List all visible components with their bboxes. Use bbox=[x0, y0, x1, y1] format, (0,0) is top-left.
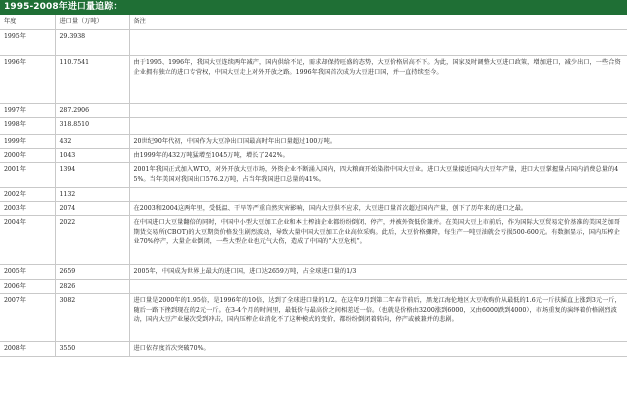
cell-year: 2005年 bbox=[0, 265, 55, 280]
cell-note bbox=[129, 104, 627, 118]
cell-year: 2007年 bbox=[0, 294, 55, 342]
cell-note: 在中国进口大豆量翻倍的同时，中国中小型大豆加工企业和本土榨油企业都纷纷倒闭、停产，并被外资低价兼并。在美国大豆上市前后，作为国际大豆贸易定价基准的美国芝加哥期货交易所(CBOT)的大豆期货价格发生剧烈波动，导致大量中国大豆加工企业高位采购。此后，大豆价格骤降，每生产一吨豆油就会亏损500-600元。有数据显示，国内压榨企业70%停产，大量企业倒闭，一些大型企业也元气大伤，造成了中国的“大豆危机”。 bbox=[129, 216, 627, 265]
cell-volume: 1132 bbox=[55, 188, 129, 202]
cell-year: 1996年 bbox=[0, 56, 55, 104]
table-row bbox=[0, 265, 627, 280]
cell-note: 进口量是2000年的1.95倍，是1996年的10倍，达到了全球进口量的1/2。在这年9月到第二年春节前后，黑龙江海伦地区大豆收购价从最低的1.6元一斤扶摇直上涨到3元一斤，随后一路下挫到现在的2元一斤。在3-4个月的时间里，最低价与最高价之间相差近一倍。（也就是价格由3200涨到6000，又由6000跌到4000），市场重复的演绎着价格剧烈波动，国内大豆产业屡次受到冲击，国内压榨企业消化不了这种模式的变价，都纷纷倒闭着转向，停产或被兼并的悲剧。 bbox=[129, 294, 627, 342]
cell-volume: 1394 bbox=[55, 163, 129, 188]
table-row bbox=[0, 56, 627, 104]
cell-note: 20世纪90年代初，中国作为大豆净出口国最高时年出口量超过100万吨。 bbox=[129, 135, 627, 149]
table-row bbox=[0, 216, 627, 265]
cell-note: 由于1995、1996年，我国大豆连续两年减产，国内供给不足，需求却保持旺盛的态势，大豆价格居高不下。为此，国家及时调整大豆进口政策，增加进口，减少出口，一些合资企业拥有独立的进口专营权，中国大豆走上对外开放之路。1996年我国首次成为大豆进口国，并一直持续至今。 bbox=[129, 56, 627, 104]
header-volume: 进口量（万吨） bbox=[55, 15, 129, 30]
table-header-row bbox=[0, 15, 627, 30]
table-body bbox=[0, 30, 627, 357]
cell-year: 1999年 bbox=[0, 135, 55, 149]
cell-year: 2004年 bbox=[0, 216, 55, 265]
cell-note bbox=[129, 30, 627, 56]
table-row bbox=[0, 149, 627, 163]
header-note: 备注 bbox=[129, 15, 627, 30]
table-row bbox=[0, 294, 627, 342]
cell-year: 1997年 bbox=[0, 104, 55, 118]
header-year: 年度 bbox=[0, 15, 55, 30]
cell-volume: 3082 bbox=[55, 294, 129, 342]
table-row bbox=[0, 135, 627, 149]
table-row bbox=[0, 342, 627, 357]
cell-note: 2005年，中国成为世界上最大的进口国，进口达2659万吨，占全球进口量的1/3 bbox=[129, 265, 627, 280]
table-row bbox=[0, 188, 627, 202]
cell-volume: 110.7541 bbox=[55, 56, 129, 104]
cell-volume: 2074 bbox=[55, 202, 129, 216]
cell-volume: 2022 bbox=[55, 216, 129, 265]
cell-volume: 2659 bbox=[55, 265, 129, 280]
cell-volume: 318.8510 bbox=[55, 118, 129, 135]
cell-note: 在2003和2004这两年里，受低温、干旱等严重自然灾害影响，国内大豆供不应求，大豆进口量首次超过国内产量，创下了历年来的进口之最。 bbox=[129, 202, 627, 216]
cell-year: 1995年 bbox=[0, 30, 55, 56]
cell-note bbox=[129, 118, 627, 135]
cell-volume: 1043 bbox=[55, 149, 129, 163]
table-row bbox=[0, 202, 627, 216]
cell-volume: 2826 bbox=[55, 280, 129, 294]
cell-note: 2001年我国正式加入WTO，对外开放大豆市场，外资企业不断涌入国内，四大粮商开始染指中国大豆业。进口大豆量接近国内大豆年产量，进口大豆掌握量占国内消费总量的45%。当年美国对我国出口576.2万吨，占当年我国进口总量的41%。 bbox=[129, 163, 627, 188]
cell-volume: 287.2906 bbox=[55, 104, 129, 118]
cell-year: 2002年 bbox=[0, 188, 55, 202]
table-row bbox=[0, 280, 627, 294]
cell-year: 2001年 bbox=[0, 163, 55, 188]
cell-volume: 432 bbox=[55, 135, 129, 149]
table-row bbox=[0, 118, 627, 135]
cell-note bbox=[129, 280, 627, 294]
cell-note: 进口依存度首次突破70%。 bbox=[129, 342, 627, 357]
cell-year: 1998年 bbox=[0, 118, 55, 135]
cell-year: 2008年 bbox=[0, 342, 55, 357]
page-title: 1995-2008年进口量追踪： bbox=[0, 0, 627, 15]
cell-year: 2003年 bbox=[0, 202, 55, 216]
cell-note: 由1999年的432万吨猛增至1045万吨，增长了242%。 bbox=[129, 149, 627, 163]
cell-year: 2006年 bbox=[0, 280, 55, 294]
cell-year: 2000年 bbox=[0, 149, 55, 163]
cell-volume: 3550 bbox=[55, 342, 129, 357]
cell-note bbox=[129, 188, 627, 202]
import-table bbox=[0, 15, 627, 357]
table-row bbox=[0, 30, 627, 56]
table-row bbox=[0, 104, 627, 118]
cell-volume: 29.3938 bbox=[55, 30, 129, 56]
table-row bbox=[0, 163, 627, 188]
